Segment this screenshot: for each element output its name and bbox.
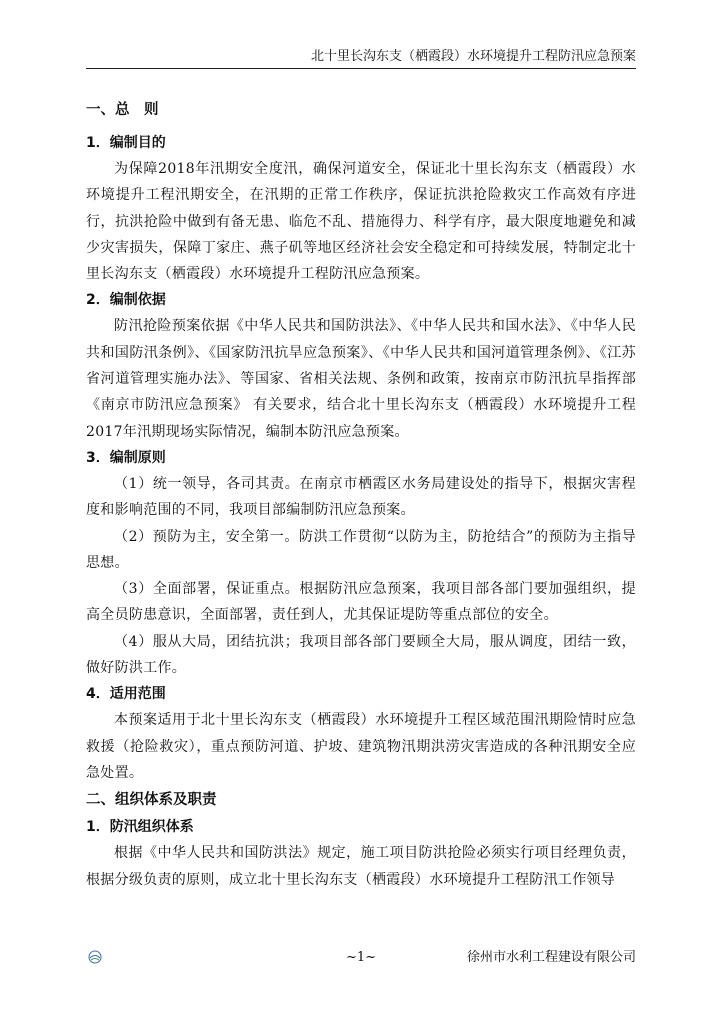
page-header bbox=[86, 48, 636, 69]
paragraph-principle-3: （3）全面部署，保证重点。根据防汛应急预案，我项目部各部门要加强组织，提高全员防患意识，全面部署，责任到人，尤其保证堤防等重点部位的安全。 bbox=[86, 581, 636, 624]
subheading-purpose: 1．编制目的 bbox=[86, 135, 166, 151]
paragraph-purpose: 为保障2018年汛期安全度汛，确保河道安全，保证北十里长沟东支（栖霞段）水环境提升工程汛期安全，在汛期的正常工作秩序，保证抗洪抢险救灾工作高效有序进行，抗洪抢险中做到有备无患、临危不乱、措施得力、科学有序，最大限度地避免和减少灾害损失，保障丁家庄、燕子矶等地区经济社会安全稳定和可持续发展，特制定北十里长沟东支（栖霞段）水环境提升工程防汛应急预案。 bbox=[86, 161, 636, 283]
header-title: 北十里长沟东支（栖霞段）水环境提升工程防汛应急预案 bbox=[310, 49, 636, 64]
subheading-scope: 4．适用范围 bbox=[86, 686, 166, 703]
document-body bbox=[86, 96, 636, 893]
paragraph-basis: 防汛抢险预案依据《中华人民共和国防洪法》、《中华人民共和国水法》、《中华人民共和国防汛条例》、《国家防汛抗旱应急预案》、《中华人民共和国河道管理条例》、《江苏省河道管理实施办法》、等国家、省相关法规、条例和政策，按南京市防汛抗旱指挥部《南京市防汛应急预案》 有关要求，结合北十里长沟东支（栖霞段）水环境提升工程2017年汛期现场实际情况，编制本防汛应急预案。 bbox=[86, 318, 636, 440]
company-name: 徐州市水利工程建设有限公司 bbox=[466, 950, 636, 965]
paragraph-principle-2: （2）预防为主，安全第一。防洪工作贯彻“以防为主，防抢结合”的预防为主指导思想。 bbox=[86, 528, 636, 571]
subheading-basis: 2．编制依据 bbox=[86, 292, 166, 309]
page-number: ~1~ bbox=[345, 950, 377, 965]
page-footer bbox=[86, 948, 636, 968]
paragraph-principle-1: （1）统一领导，各司其责。在南京市栖霞区水务局建设处的指导下，根据灾害程度和影响范围的不同，我项目部编制防汛应急预案。 bbox=[86, 475, 636, 519]
paragraph-scope: 本预案适用于北十里长沟东支（栖霞段）水环境提升工程区域范围汛期险情时应急救援（抢险救灾），重点预防河道、护坡、建筑物汛期洪涝灾害造成的各种汛期安全应急处置。 bbox=[86, 712, 636, 781]
paragraph-flood-org: 根据《中华人民共和国防洪法》规定，施工项目防洪抢险必须实行项目经理负责，根据分级负责的原则，成立北十里长沟东支（栖霞段）水环境提升工程防汛工作领导 bbox=[86, 845, 636, 888]
subheading-principles: 3．编制原则 bbox=[86, 449, 166, 466]
section-heading-general: 一、总 则 bbox=[86, 102, 159, 118]
subheading-flood-org: 1．防汛组织体系 bbox=[86, 819, 194, 836]
section-heading-organization: 二、组织体系及职责 bbox=[86, 792, 217, 809]
paragraph-principle-4: （4）服从大局，团结抗洪；我项目部各部门要顾全大局，服从调度，团结一致，做好防洪工作。 bbox=[86, 633, 636, 677]
